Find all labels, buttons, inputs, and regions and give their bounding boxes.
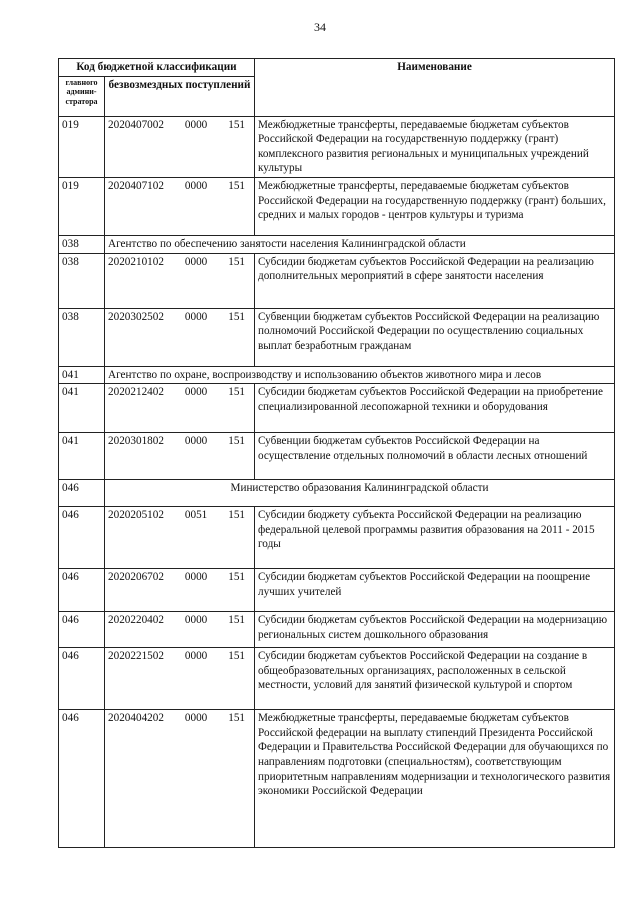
admin-code: 038 — [59, 308, 105, 366]
table-row — [59, 384, 615, 433]
revenue-code-kosgu: 151 — [228, 650, 245, 663]
admin-code: 046 — [59, 648, 105, 710]
table-row — [59, 710, 615, 848]
revenue-code-code: 2020210102 — [108, 255, 164, 268]
admin-code: 046 — [59, 612, 105, 648]
revenue-code-sub: 0000 — [184, 118, 208, 131]
revenue-code-code: 2020407002 — [108, 118, 164, 131]
revenue-code-code: 2020404202 — [108, 712, 164, 725]
revenue-code-code: 2020220402 — [108, 614, 164, 627]
section-admin-code: 041 — [59, 366, 105, 384]
revenue-code-kosgu: 151 — [228, 386, 245, 399]
revenue-code-kosgu: 151 — [228, 255, 245, 268]
revenue-code-sub: 0000 — [184, 386, 208, 399]
table-body — [59, 116, 615, 848]
table-row — [59, 648, 615, 710]
revenue-code-kosgu: 151 — [228, 571, 245, 584]
revenue-code — [105, 612, 255, 648]
admin-code: 041 — [59, 433, 105, 480]
revenue-code-sub: 0000 — [184, 650, 208, 663]
section-title: Агентство по охране, воспроизводству и использованию объектов животного мира и лесов — [105, 366, 615, 384]
table-row — [59, 116, 615, 177]
revenue-code-kosgu: 151 — [228, 310, 245, 323]
revenue-code-code: 2020221502 — [108, 650, 164, 663]
revenue-code-sub: 0000 — [184, 255, 208, 268]
revenue-code-code: 2020212402 — [108, 386, 164, 399]
revenue-code-sub: 0000 — [184, 310, 208, 323]
admin-code: 038 — [59, 253, 105, 308]
table-row — [59, 308, 615, 366]
table-row — [59, 433, 615, 480]
revenue-code-sub: 0000 — [184, 614, 208, 627]
revenue-code — [105, 116, 255, 177]
section-title: Министерство образования Калининградской области — [105, 480, 615, 507]
revenue-code — [105, 384, 255, 433]
revenue-code-kosgu: 151 — [228, 614, 245, 627]
table-row — [59, 507, 615, 569]
revenue-code-sub: 0000 — [184, 712, 208, 725]
page-number: 34 — [314, 20, 326, 34]
revenue-code-code: 2020206702 — [108, 571, 164, 584]
table-row — [59, 612, 615, 648]
item-name: Субсидии бюджетам субъектов Российской Федерации на создание в общеобразовательных организациях, расположенных в сельской местности, условий для занятий физической культурой и спортом — [255, 648, 615, 710]
item-name: Субсидии бюджетам субъектов Российской Федерации на модернизацию региональных систем дошкольного образования — [255, 612, 615, 648]
revenue-code-sub: 0000 — [184, 435, 208, 448]
revenue-code-sub: 0051 — [184, 509, 208, 522]
budget-classification-table — [58, 58, 615, 848]
table-row — [59, 177, 615, 235]
revenue-code-sub: 0000 — [184, 571, 208, 584]
item-name: Субвенции бюджетам субъектов Российской Федерации на осуществление отдельных полномочий в области лесных отношений — [255, 433, 615, 480]
revenue-code-kosgu: 151 — [228, 118, 245, 131]
revenue-code-kosgu: 151 — [228, 509, 245, 522]
header-revenue: безвозмездных поступлений — [105, 76, 255, 116]
header-name: Наименование — [255, 59, 615, 117]
revenue-code — [105, 710, 255, 848]
admin-code: 046 — [59, 569, 105, 612]
admin-code: 041 — [59, 384, 105, 433]
table-row — [59, 569, 615, 612]
revenue-code — [105, 569, 255, 612]
revenue-code-code: 2020407102 — [108, 179, 164, 192]
section-row — [59, 480, 615, 507]
admin-code: 019 — [59, 177, 105, 235]
revenue-code-code: 2020302502 — [108, 310, 164, 323]
revenue-code — [105, 308, 255, 366]
table-row — [59, 253, 615, 308]
admin-code: 046 — [59, 710, 105, 848]
item-name: Субсидии бюджетам субъектов Российской Федерации на реализацию дополнительных мероприятий в сфере занятости населения — [255, 253, 615, 308]
section-row — [59, 235, 615, 253]
revenue-code-kosgu: 151 — [228, 435, 245, 448]
admin-code: 019 — [59, 116, 105, 177]
section-row — [59, 366, 615, 384]
revenue-code — [105, 648, 255, 710]
revenue-code-code: 2020301802 — [108, 435, 164, 448]
item-name: Субсидии бюджетам субъектов Российской Федерации на приобретение специализированной лесопожарной техники и оборудования — [255, 384, 615, 433]
header-code-group: Код бюджетной классификации — [59, 59, 255, 77]
admin-code: 046 — [59, 507, 105, 569]
revenue-code — [105, 433, 255, 480]
item-name: Субсидии бюджету субъекта Российской Федерации на реализацию федеральной целевой программы развития образования на 2011 - 2015 годы — [255, 507, 615, 569]
item-name: Межбюджетные трансферты, передаваемые бюджетам субъектов Российской Федерации на государственную поддержку (грант) больших, средних и малых городов - центров культуры и туризма — [255, 177, 615, 235]
header-admin: главного админи-стратора — [59, 76, 105, 116]
item-name: Субвенции бюджетам субъектов Российской Федерации на реализацию полномочий Российской Федерации по осуществлению социальных выплат безработным гражданам — [255, 308, 615, 366]
revenue-code — [105, 177, 255, 235]
section-admin-code: 038 — [59, 235, 105, 253]
item-name: Межбюджетные трансферты, передаваемые бюджетам субъектов Российской федерации на выплату стипендий Президента Российской Федерации и Правительства Российской Федерации для обучающихся по направлениям подготовки (специальностям), соответствующим приоритетным направлениям модернизации и технологического развития экономики Российской Федерации — [255, 710, 615, 848]
section-title: Агентство по обеспечению занятости населения Калининградской области — [105, 235, 615, 253]
revenue-code — [105, 507, 255, 569]
revenue-code-sub: 0000 — [184, 179, 208, 192]
revenue-code — [105, 253, 255, 308]
revenue-code-kosgu: 151 — [228, 179, 245, 192]
item-name: Субсидии бюджетам субъектов Российской Федерации на поощрение лучших учителей — [255, 569, 615, 612]
section-admin-code: 046 — [59, 480, 105, 507]
revenue-code-code: 2020205102 — [108, 509, 164, 522]
revenue-code-kosgu: 151 — [228, 712, 245, 725]
item-name: Межбюджетные трансферты, передаваемые бюджетам субъектов Российской Федерации на государственную поддержку (грант) комплексного развития региональных и муниципальных учреждений культуры — [255, 116, 615, 177]
